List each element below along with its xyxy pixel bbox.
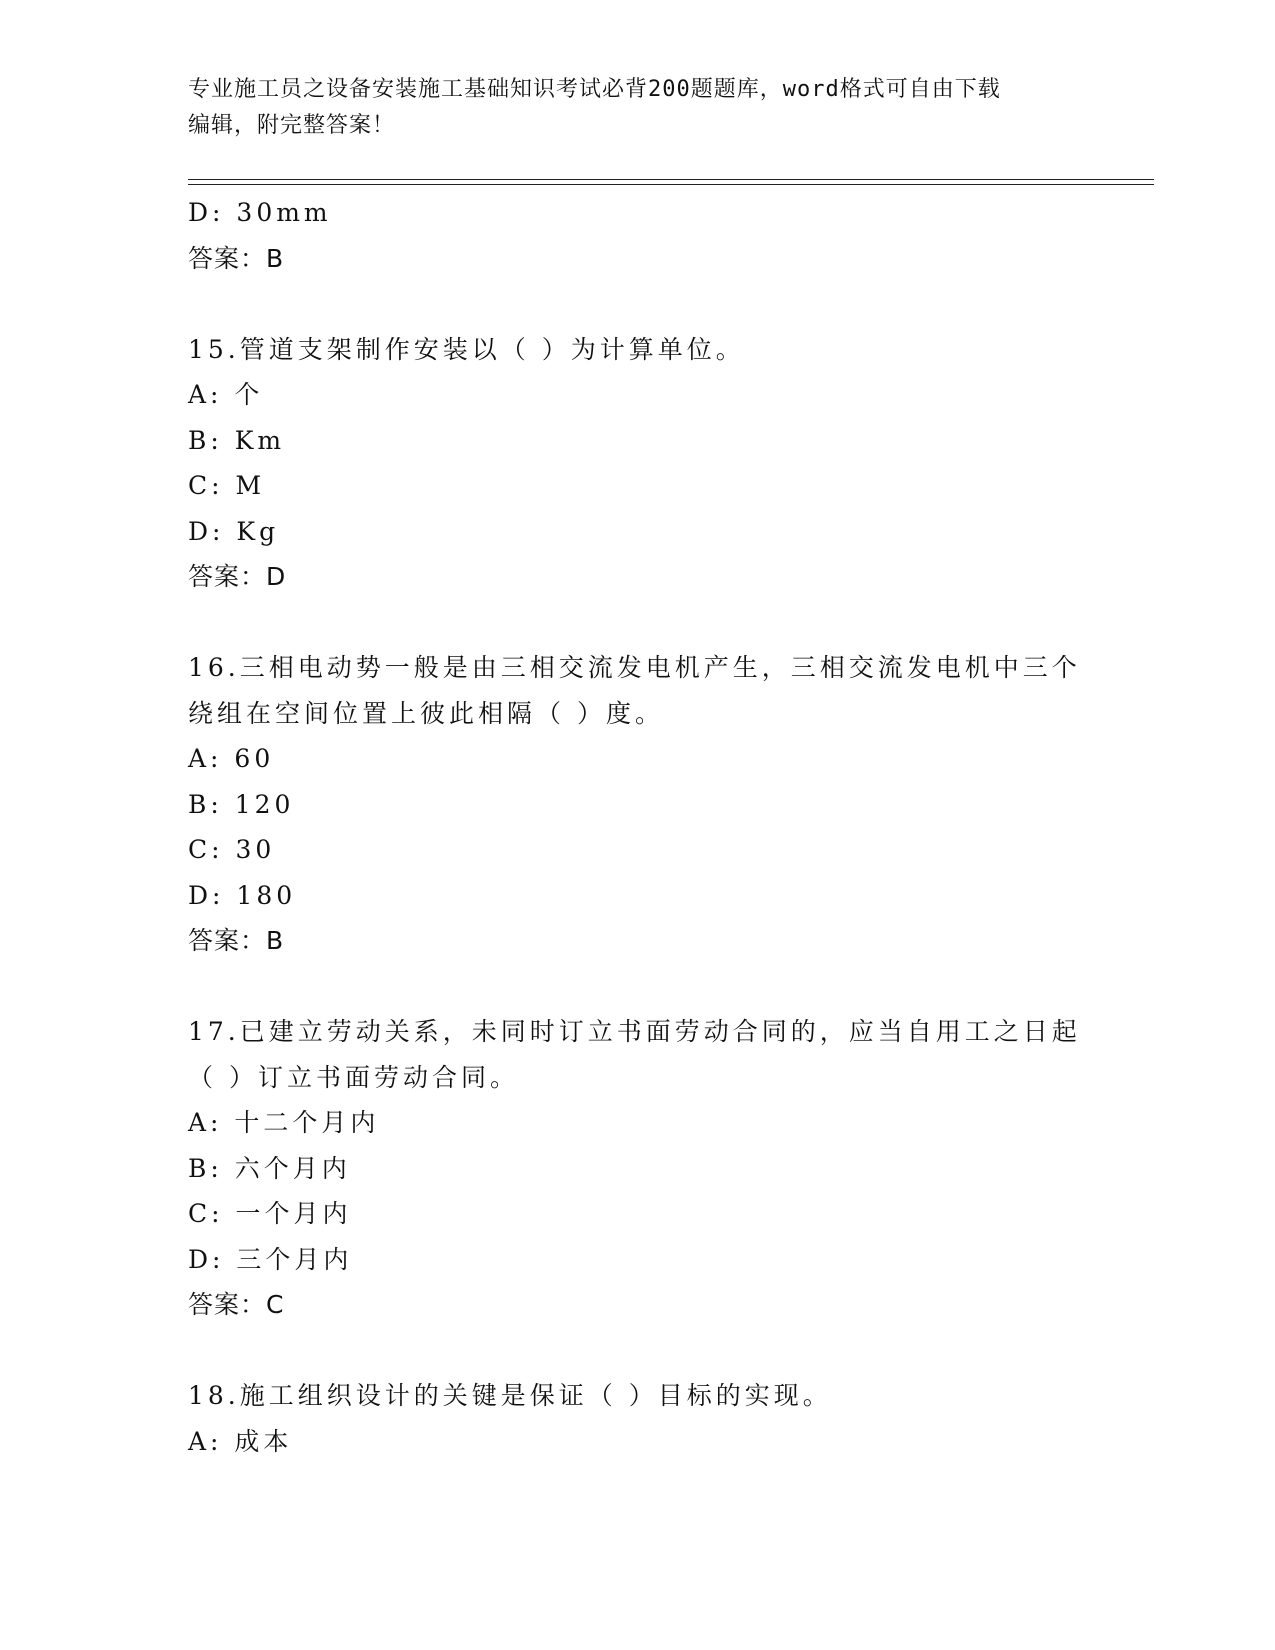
question-stem: 18.施工组织设计的关键是保证（ ）目标的实现。	[188, 1381, 832, 1410]
header-title-line-1: 专业施工员之设备安装施工基础知识考试必背200题题库，word格式可自由下载	[188, 77, 1001, 102]
answer-line: 答案：B	[188, 243, 285, 273]
question-stem: 15.管道支架制作安装以（ ）为计算单位。	[188, 334, 745, 364]
header-divider-bottom	[188, 184, 1154, 185]
spacer	[188, 1328, 1088, 1374]
option-b: B: Km	[188, 425, 286, 455]
option-b: B: 120	[188, 789, 295, 819]
option-d: D: 180	[188, 880, 297, 910]
document-header	[188, 72, 1088, 144]
spacer	[188, 281, 1088, 327]
question-stem-line-1: 17.已建立劳动关系，未同时订立书面劳动合同的，应当自用工之日起	[188, 1017, 1081, 1046]
question-16	[188, 645, 1088, 964]
option-c: C: 一个月内	[188, 1199, 352, 1228]
answer-line: 答案：D	[188, 562, 287, 591]
option-c: C: 30	[188, 835, 276, 864]
option-a: A: 60	[188, 744, 275, 773]
option-c: C: M	[188, 471, 266, 500]
option-d: D: Kg	[188, 516, 280, 546]
spacer	[188, 964, 1088, 1010]
option-b: B: 六个月内	[188, 1153, 351, 1183]
prev-question-tail	[188, 190, 1088, 281]
answer-line: 答案：B	[188, 926, 285, 955]
option-d: D: 三个月内	[188, 1244, 353, 1274]
question-list	[188, 190, 1088, 1464]
question-15	[188, 327, 1088, 600]
option-a: A: 十二个月内	[188, 1108, 380, 1137]
question-17	[188, 1009, 1088, 1328]
header-title-line-2: 编辑，附完整答案！	[188, 113, 396, 138]
header-divider-top	[188, 179, 1154, 180]
question-stem-line-2: 绕组在空间位置上彼此相隔（ ）度。	[188, 698, 664, 728]
option-a: A: 个	[188, 380, 264, 409]
question-18	[188, 1373, 1088, 1464]
spacer	[188, 600, 1088, 646]
question-stem-line-1: 16.三相电动势一般是由三相交流发电机产生，三相交流发电机中三个	[188, 653, 1081, 682]
option-d: D: 30mm	[188, 198, 332, 227]
question-stem-line-2: （ ）订立书面劳动合同。	[188, 1062, 519, 1092]
answer-line: 答案：C	[188, 1290, 285, 1319]
option-a: A: 成本	[188, 1426, 293, 1456]
